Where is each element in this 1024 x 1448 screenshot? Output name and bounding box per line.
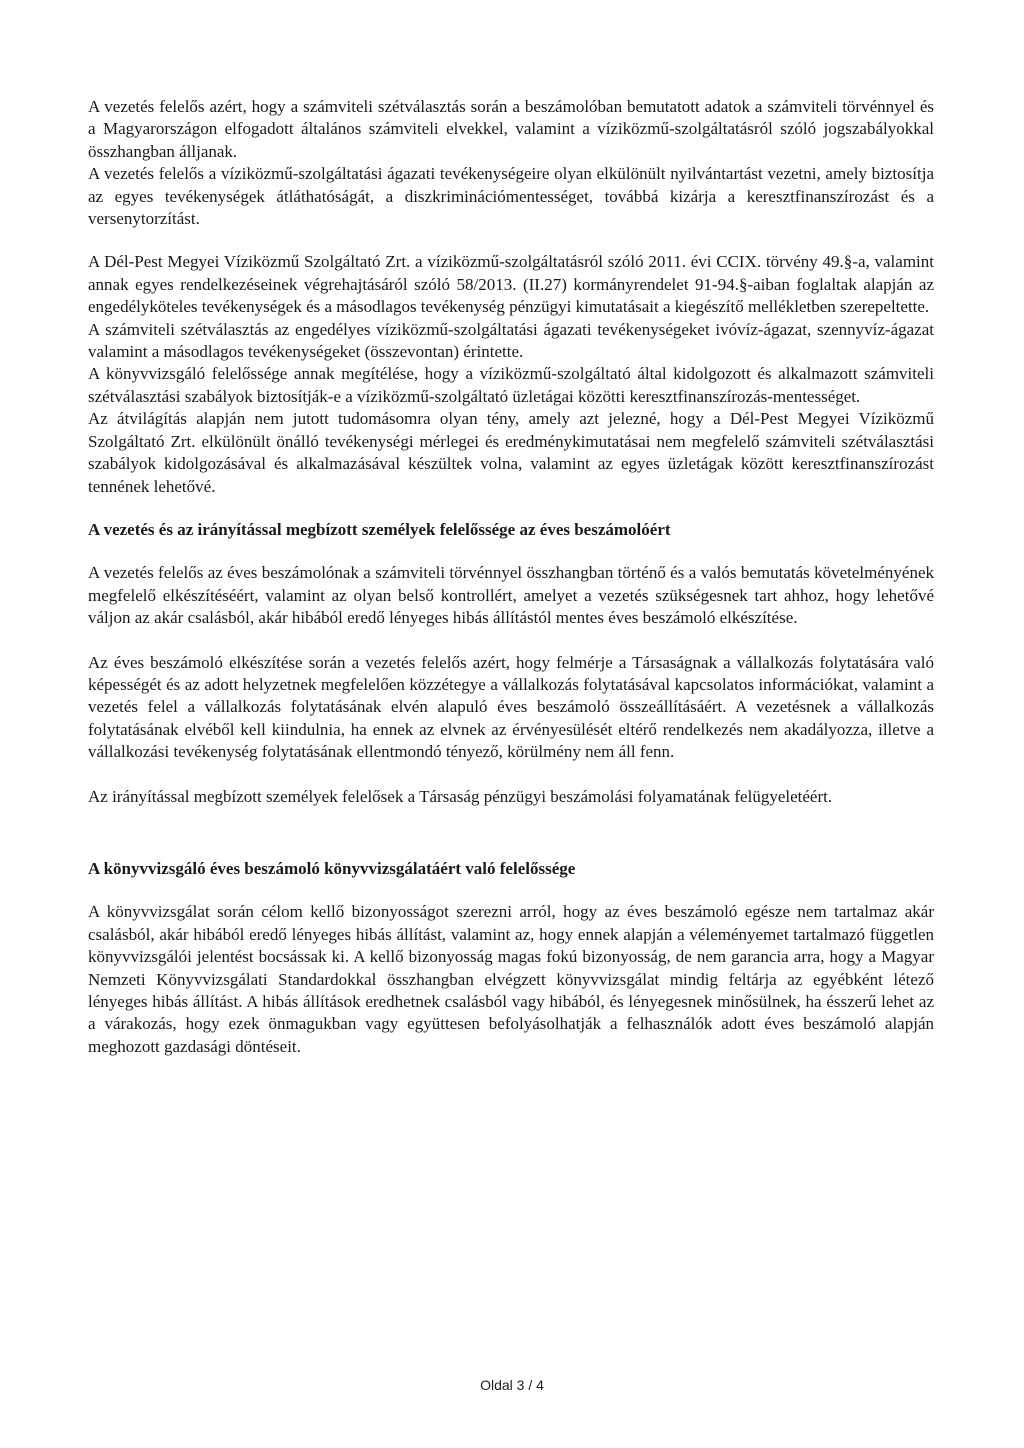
paragraph-management-responsibility: A vezetés felelős azért, hogy a számviteli szétválasztás során a beszámolóban bemutatott adatok a számviteli törvénnyel és a Magyarországon elfogadott általános számviteli elvekkel, valamint a víziközmű-szolgáltatásról szóló jogszabályokkal összhangban álljanak. [88,97,934,161]
paragraph-management-annual-report: A vezetés felelős az éves beszámolónak a számviteli törvénnyel összhangban történő és a valós bemutatás követelményének megfelelő elkészítéséért, valamint az olyan belső kontrollért, amelyet a vezetés szükségesnek tart ahhoz, hogy lehetővé váljon az akár csalásból, akár hibából eredő lényeges hibás állítástól mentes éves beszámoló elkészítése. [88,563,934,628]
paragraph-separate-records: A vezetés felelős a víziközmű-szolgáltatási ágazati tevékenységeire olyan elkülönült nyilvántartást vezetni, amely biztosítja az egyes tevékenységek átláthatóságát, a diszkriminációmentességet, továbbá kizárja a keresztfinanszírozást és a versenytorzítást. [88,164,934,229]
paragraph-audit-objective: A könyvvizsgálat során célom kellő bizonyosságot szerezni arról, hogy az éves beszámoló egésze nem tartalmaz akár csalásból, akár hibából eredő lényeges hibás állítást, valamint az, hogy ennek alapján a véleményemet tartalmazó független könyvvizsgálói jelentést bocsássak ki. A kellő bizonyosság magas fokú bizonyosság, de nem garancia arra, hogy a Magyar Nemzeti Könyvvizsgálati Standardokkal összhangban elvégzett könyvvizsgálat mindig feltárja az egyébként létező lényeges hibás állítást. A hibás állítások eredhetnek csalásból vagy hibából, és lényegesnek minősülnek, ha ésszerű lehet az a várakozás, hogy ezek önmagukban vagy együttesen befolyásolhatják a felhasználók adott éves beszámoló alapján meghozott gazdasági döntéseit. [88,902,934,1056]
paragraph-auditor-responsibility: A könyvvizsgáló felelőssége annak megítélése, hogy a víziközmű-szolgáltató által kidolgozott és alkalmazott számviteli szétválasztási szabályok biztosítják-e a víziközmű-szolgáltató üzletágai közötti keresztfinanszírozás-mentességet. [88,364,934,406]
paragraph-review-conclusion: Az átvilágítás alapján nem jutott tudomásomra olyan tény, amely azt jelezné, hogy a Dél-Pest Megyei Víziközmű Szolgáltató Zrt. elkülönült önálló tevékenységi mérlegei és eredménykimutatásai nem megfelelő számviteli szétválasztási szabályok kidolgozásával és alkalmazásával készültek volna, valamint az egyes üzletágak között keresztfinanszírozást tennének lehetővé. [88,409,934,496]
paragraph-accounting-separation: A számviteli szétválasztás az engedélyes víziközmű-szolgáltatási ágazati tevékenységeket ivóvíz-ágazat, szennyvíz-ágazat valamint a másodlagos tevékenységeket (összevontan) érintette. [88,319,934,362]
section-heading-management: A vezetés és az irányítással megbízott személyek felelőssége az éves beszámolóért [88,519,671,539]
paragraph-going-concern: Az éves beszámoló elkészítése során a vezetés felelős azért, hogy felmérje a Társaságnak a vállalkozás folytatására való képességét és az adott helyzetnek megfelelően közzétegye a vállalkozás folytatásával kapcsolatos információkat, valamint a vezetés felel a vállalkozás folytatásának elvén alapuló éves beszámoló összeállításáért. A vezetésnek a vállalkozás folytatásának elvéből kell kiindulnia, ha ennek az elvnek az érvényesülését eltérő rendelkezés nem akadályozza, illetve a vállalkozási tevékenység folytatásának ellentmondó tényező, körülmény nem áll fenn. [88,652,934,762]
paragraph-company-regulation: A Dél-Pest Megyei Víziközmű Szolgáltató Zrt. a víziközmű-szolgáltatásról szóló 2011. évi CCIX. törvény 49.§-a, valamint annak egyes rendelkezéseinek végrehajtásáról szóló 58/2013. (II.27) kormányrendelet 91-94.§-aiban foglaltak alapján az engedélyköteles tevékenységek és a másodlagos tevékenység pénzügyi kimutatásait a kiegészítő mellékletben szerepeltette. [88,252,934,317]
document-page [88,96,934,1058]
section-heading-auditor: A könyvvizsgáló éves beszámoló könyvvizsgálatáért való felelőssége [88,858,576,878]
paragraph-governance-oversight: Az irányítással megbízott személyek felelősek a Társaság pénzügyi beszámolási folyamatának felügyeletéért. [88,786,833,806]
page-number: Oldal 3 / 4 [480,1377,544,1393]
